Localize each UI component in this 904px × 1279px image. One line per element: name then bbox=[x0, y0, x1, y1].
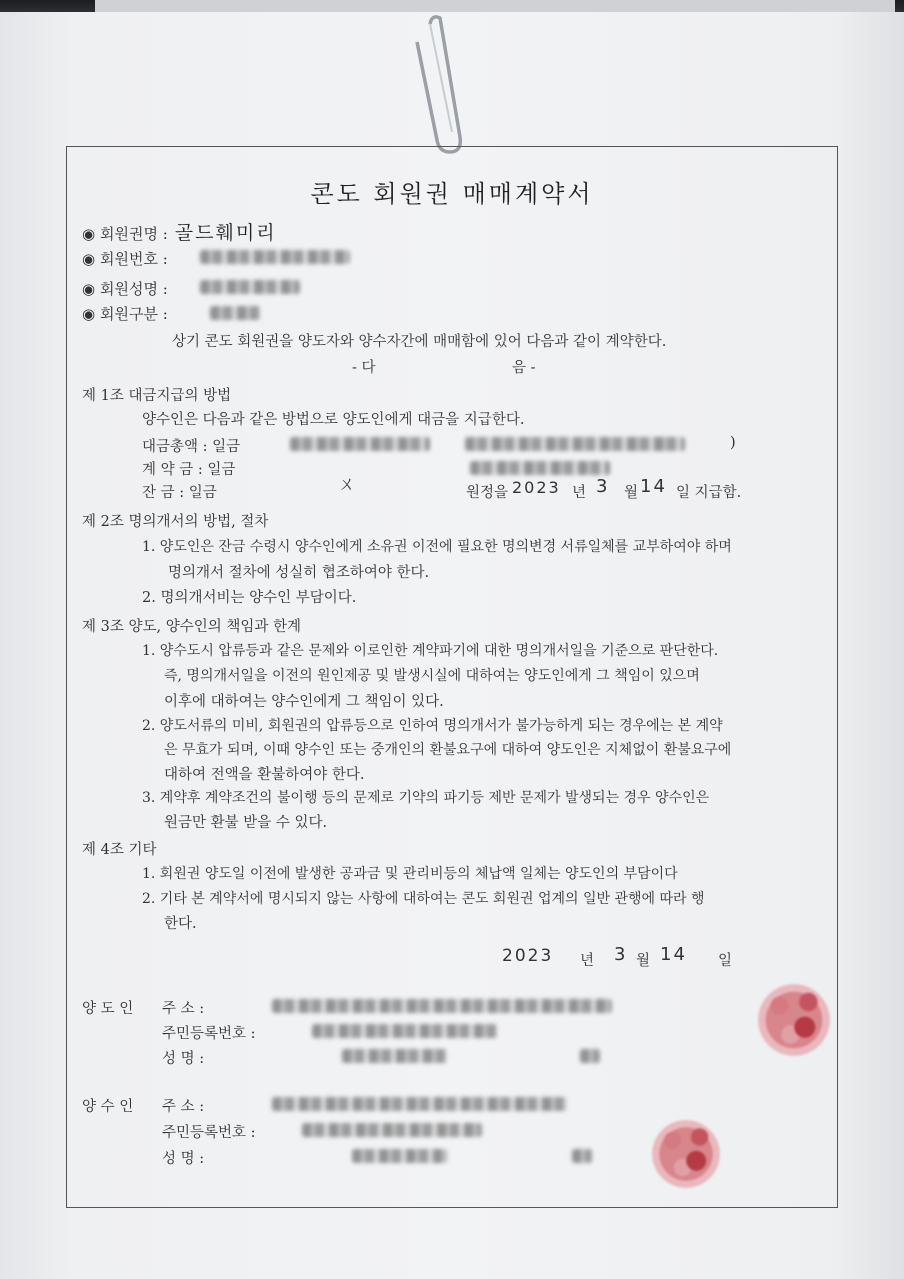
radio-bullet-icon: ◉ bbox=[82, 225, 96, 243]
seller-seal-stamp bbox=[758, 984, 830, 1056]
redacted-buyer-name bbox=[352, 1149, 447, 1163]
field-membership-name: ◉ 회원권명 : 골드훼미리 bbox=[82, 222, 277, 244]
heading-da: - 다 bbox=[352, 360, 376, 376]
balance-tail: 일 지급함. bbox=[676, 485, 742, 501]
field-member-name: ◉ 회원성명 : bbox=[82, 280, 168, 298]
total-amount-label: 대금총액 : 일금 bbox=[142, 439, 241, 455]
contract-paper bbox=[0, 12, 904, 1279]
article-4-line-1: 1. 회원권 양도일 이전에 발생한 공과금 및 관리비등의 체납액 일체는 양도인의 부담이다 bbox=[142, 866, 678, 882]
balance-mark: ㄨ bbox=[338, 474, 358, 495]
seller-address-label: 주 소 : bbox=[162, 1001, 205, 1017]
document-title: 콘도 회원권 매매계약서 bbox=[310, 180, 594, 208]
balance-tail-a: 원정을 bbox=[466, 485, 509, 501]
redacted-buyer-rrn bbox=[302, 1123, 482, 1137]
article-4-line-3: 한다. bbox=[164, 916, 197, 932]
buyer-rrn-label: 주민등록번호 : bbox=[162, 1125, 256, 1141]
article-3-line-7: 3. 계약후 계약조건의 불이행 등의 문제로 기약의 파기등 제반 문제가 발생되는 경우 양수인은 bbox=[142, 790, 710, 806]
balance-nyeon: 년 bbox=[572, 485, 587, 501]
article-3-line-2: 즉, 명의개서일을 이전의 원인제공 및 발생시실에 대하여는 양도인에게 그 책임이 있으며 bbox=[164, 668, 700, 684]
redacted-total-number bbox=[465, 437, 685, 451]
article-2-heading: 제 2조 명의개서의 방법, 절차 bbox=[82, 514, 269, 530]
intro-text: 상기 콘도 회원권을 양도자와 양수자간에 매매함에 있어 다음과 같이 계약한다. bbox=[172, 334, 667, 350]
buyer-name-label: 성 명 : bbox=[162, 1151, 205, 1167]
article-1-heading: 제 1조 대금지급의 방법 bbox=[82, 388, 232, 404]
balance-year: 2023 bbox=[512, 478, 561, 497]
redacted-member-type bbox=[210, 306, 260, 320]
redacted-member-number bbox=[200, 250, 350, 264]
balance-label: 잔 금 : 일금 bbox=[142, 485, 217, 501]
redacted-buyer-address bbox=[272, 1097, 567, 1111]
article-2-line-3: 2. 명의개서비는 양수인 부담이다. bbox=[142, 590, 357, 606]
signing-year: 2023 bbox=[502, 946, 554, 966]
signing-wol: 월 bbox=[636, 953, 651, 969]
signing-month: 3 bbox=[614, 944, 628, 965]
balance-wol: 월 bbox=[624, 485, 639, 501]
signing-nyeon: 년 bbox=[580, 953, 595, 969]
article-4-heading: 제 4조 기타 bbox=[82, 842, 157, 858]
paperclip-icon bbox=[402, 12, 472, 162]
article-2-line-2: 명의개서 절차에 성실히 협조하여야 한다. bbox=[168, 565, 430, 581]
redacted-seller-rrn bbox=[312, 1024, 497, 1038]
buyer-seal-stamp bbox=[652, 1120, 720, 1188]
article-3-line-6: 대하여 전액을 환불하여야 한다. bbox=[164, 767, 365, 783]
redacted-total-korean bbox=[290, 437, 430, 451]
radio-bullet-icon: ◉ bbox=[82, 280, 96, 298]
redacted-member-name bbox=[200, 280, 300, 294]
balance-month: 3 bbox=[596, 476, 610, 497]
redacted-seller-sign bbox=[580, 1049, 600, 1063]
article-1-body: 양수인은 다음과 같은 방법으로 양도인에게 대금을 지급한다. bbox=[142, 412, 525, 428]
seller-rrn-label: 주민등록번호 : bbox=[162, 1026, 256, 1042]
article-3-line-3: 이후에 대하여는 양수인에게 그 책임이 있다. bbox=[164, 694, 444, 710]
balance-day: 14 bbox=[640, 476, 667, 497]
article-3-line-4: 2. 양도서류의 미비, 회원권의 압류등으로 인하여 명의개서가 불가능하게 되는 경우에는 본 계약 bbox=[142, 718, 723, 734]
field-member-type: ◉ 회원구분 : bbox=[82, 305, 168, 323]
signing-day: 14 bbox=[660, 944, 687, 965]
article-3-line-1: 1. 양수도시 압류등과 같은 문제와 이로인한 계약파기에 대한 명의개서일을 기준으로 판단한다. bbox=[142, 643, 719, 659]
seller-role: 양 도 인 bbox=[82, 1001, 134, 1017]
redacted-deposit bbox=[470, 461, 610, 475]
buyer-role: 양 수 인 bbox=[82, 1099, 134, 1115]
seller-name-label: 성 명 : bbox=[162, 1051, 205, 1067]
radio-bullet-icon: ◉ bbox=[82, 305, 96, 323]
article-3-heading: 제 3조 양도, 양수인의 책임과 한계 bbox=[82, 619, 301, 635]
article-3-line-8: 원금만 환불 받을 수 있다. bbox=[164, 815, 328, 831]
article-4-line-2: 2. 기타 본 계약서에 명시되지 않는 사항에 대하여는 콘도 회원권 업계의 일반 관행에 따라 행 bbox=[142, 891, 705, 907]
heading-eum: 음 - bbox=[512, 360, 536, 376]
field-membership-number: ◉ 회원번호 : bbox=[82, 250, 168, 268]
redacted-seller-address bbox=[272, 999, 612, 1013]
article-2-line-1: 1. 양도인은 잔금 수령시 양수인에게 소유권 이전에 필요한 명의변경 서류일체를 교부하여야 하며 bbox=[142, 539, 732, 555]
redacted-seller-name bbox=[342, 1049, 447, 1063]
radio-bullet-icon: ◉ bbox=[82, 250, 96, 268]
buyer-address-label: 주 소 : bbox=[162, 1099, 205, 1115]
total-close-paren: ) bbox=[730, 435, 736, 451]
deposit-label: 계 약 금 : 일금 bbox=[142, 462, 236, 478]
article-3-line-5: 은 무효가 되며, 이때 양수인 또는 중개인의 환불요구에 대하여 양도인은 지체없이 환불요구에 bbox=[164, 742, 732, 758]
redacted-buyer-sign bbox=[572, 1149, 592, 1163]
membership-name-value: 골드훼미리 bbox=[174, 222, 277, 244]
signing-il: 일 bbox=[718, 953, 733, 969]
